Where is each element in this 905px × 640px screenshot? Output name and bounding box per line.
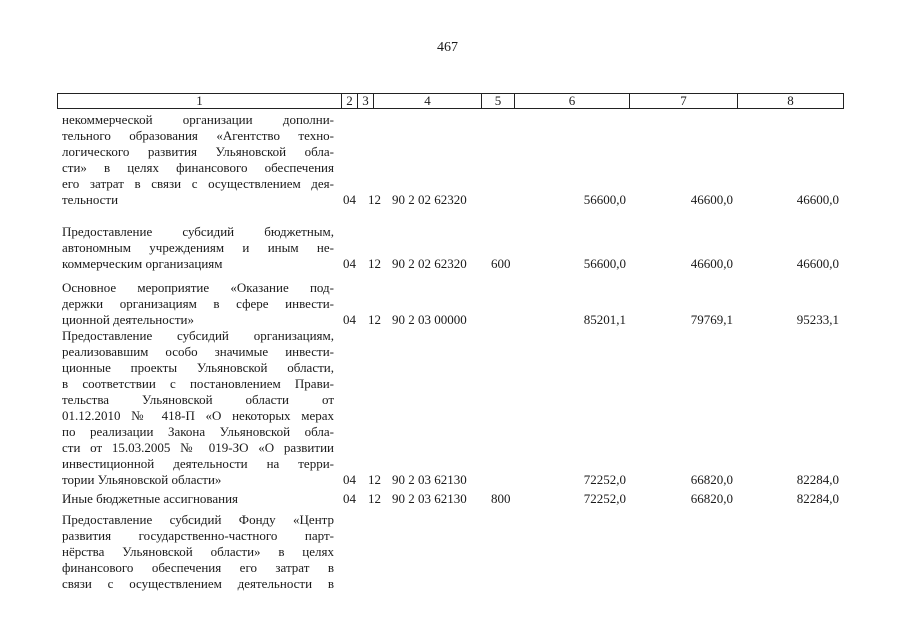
description-line: Основное мероприятие «Оказание под- (62, 280, 334, 295)
column-header-4: 4 (374, 94, 482, 108)
cell-c3: 12 (368, 192, 381, 207)
description-line: Предоставление субсидий бюджетным, (62, 224, 334, 239)
column-header-8: 8 (787, 93, 794, 108)
table-header (57, 93, 844, 109)
column-header-1: 1 (58, 94, 342, 108)
description-line: тельности (62, 192, 119, 207)
description-line: реализовавшим особо значимые инвести- (62, 344, 334, 359)
cell-c5: 800 (491, 491, 511, 506)
description-line: 01.12.2010 № 418-П «О некоторых мерах (62, 408, 334, 423)
column-header-2: 2 (342, 94, 358, 108)
cell-c2: 04 (343, 192, 356, 207)
description-line: ционные проекты Ульяновской области, (62, 360, 334, 375)
cell-c8: 95233,1 (796, 312, 839, 327)
row-description (62, 112, 334, 208)
cell-c4: 90 2 03 62130 (392, 491, 467, 506)
description-line: тории Ульяновской области» (62, 472, 222, 487)
description-line: финансового обеспечения его затрат в (62, 560, 334, 575)
cell-c3: 12 (368, 256, 381, 271)
description-line: по реализации Закона Ульяновской обла- (62, 424, 334, 439)
cell-c7: 66820,0 (690, 472, 733, 487)
description-line: тельного образования «Агентство техно- (62, 128, 334, 143)
column-header-3: 3 (358, 94, 374, 108)
description-line: сти» в целях финансового обеспечения (62, 160, 334, 175)
cell-c2: 04 (343, 472, 356, 487)
cell-c8: 46600,0 (796, 256, 839, 271)
cell-c8: 82284,0 (796, 491, 839, 506)
cell-c2: 04 (343, 312, 356, 327)
cell-c8: 46600,0 (796, 192, 839, 207)
cell-c3: 12 (368, 491, 381, 506)
cell-c6: 56600,0 (583, 192, 626, 207)
description-line: его затрат в связи с осуществлением дея- (62, 176, 334, 191)
description-line: автономным учреждениям и иным не- (62, 240, 334, 255)
cell-c4: 90 2 02 62320 (392, 256, 467, 271)
page-number: 467 (437, 40, 458, 55)
row-description (62, 512, 334, 592)
cell-c3: 12 (368, 312, 381, 327)
description-line: нёрства Ульяновской области» в целях (62, 544, 334, 559)
description-line: развития государственно-частного парт- (62, 528, 334, 543)
row-description (62, 224, 334, 272)
description-line: инвестиционной деятельности на терри- (62, 456, 334, 471)
cell-c7: 79769,1 (690, 312, 733, 327)
description-line: держки организациям в сфере инвести- (62, 296, 334, 311)
description-line: коммерческим организациям (62, 256, 223, 271)
description-line: Предоставление субсидий Фонду «Центр (62, 512, 334, 527)
description-line: логического развития Ульяновской обла- (62, 144, 334, 159)
cell-c6: 72252,0 (583, 472, 626, 487)
cell-c8: 82284,0 (796, 472, 839, 487)
description-line: тельства Ульяновской области от (62, 392, 334, 407)
description-line: ционной деятельности» (62, 312, 194, 327)
description-line: сти от 15.03.2005 № 019-ЗО «О развитии (62, 440, 334, 455)
cell-c7: 66820,0 (690, 491, 733, 506)
cell-c3: 12 (368, 472, 381, 487)
column-header-5: 5 (482, 94, 515, 108)
cell-c6: 85201,1 (583, 312, 626, 327)
cell-c4: 90 2 03 62130 (392, 472, 467, 487)
cell-c6: 56600,0 (583, 256, 626, 271)
row-description (62, 491, 334, 507)
description-line: связи с осуществлением деятельности в (62, 576, 334, 591)
column-header-6: 6 (515, 94, 630, 108)
description-line: Предоставление субсидий организациям, (62, 328, 334, 343)
cell-c7: 46600,0 (690, 256, 733, 271)
description-line: в соответствии с постановлением Прави- (62, 376, 334, 391)
row-description (62, 328, 334, 488)
cell-c7: 46600,0 (690, 192, 733, 207)
description-line: Иные бюджетные ассигнования (62, 491, 239, 506)
cell-c5: 600 (491, 256, 511, 271)
row-description (62, 280, 334, 328)
column-header-7: 7 (630, 94, 738, 108)
cell-c2: 04 (343, 491, 356, 506)
cell-c6: 72252,0 (583, 491, 626, 506)
description-line: некоммерческой организации дополни- (62, 112, 334, 127)
cell-c4: 90 2 03 00000 (392, 312, 467, 327)
cell-c4: 90 2 02 62320 (392, 192, 467, 207)
cell-c2: 04 (343, 256, 356, 271)
